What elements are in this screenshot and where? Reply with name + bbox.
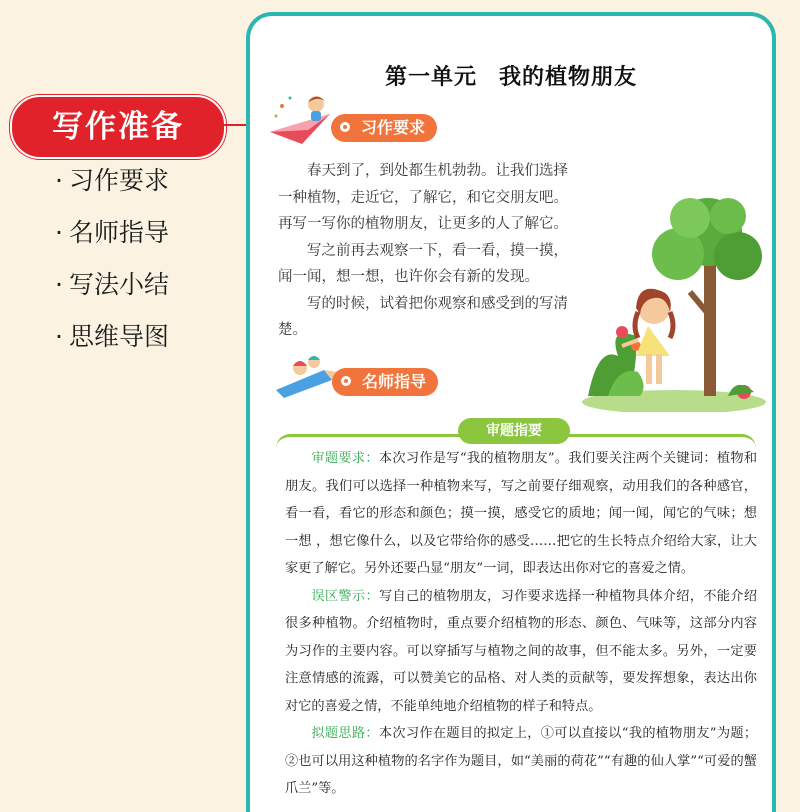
section-label-teacher-guidance: 名师指导: [332, 368, 438, 396]
toc-item-label: 习作要求: [68, 166, 169, 195]
guide-item: [285, 445, 757, 583]
guide-item: [285, 720, 757, 803]
toc-item: [55, 168, 169, 220]
guide-tab: 审题指要: [458, 418, 570, 444]
ring-icon: [337, 119, 353, 135]
toc-item-label: 写法小结: [68, 270, 169, 299]
section-badge: 写作准备: [10, 95, 226, 159]
guide-item-text: 本次习作是写“我的植物朋友”。我们要关注两个关键词：植物和朋友。我们可以选择一种植物来写，写之前要仔细观察，动用我们的各种感官，看一看，看它的形态和颜色；摸一摸，感受它的质地；闻一闻，闻它的气味；想一想 ，想它像什么，以及它带给你的感受……把它的生长特点介绍给大家，让大家更了解它。另外还要凸显“朋友”一词，即表达出你对它的喜爱之情。: [285, 451, 758, 576]
guide-text: [285, 445, 757, 803]
toc-item-label: 名师指导: [68, 218, 169, 247]
toc-item-label: 思维导图: [68, 322, 169, 351]
unit-title: 我的植物朋友: [499, 65, 638, 90]
guide-item-text: 写自己的植物朋友，习作要求选择一种植物具体介绍，不能介绍很多种植物。介绍植物时，重点要介绍植物的形态、颜色、气味等，这部分内容为习作的主要内容。可以穿插写与植物之间的故事，但不能太多。另外，一定要注意情感的流露，可以赞美它的品格、对人类的贡献等，要发挥想象，表达出你对它的喜爱之情，不能单纯地介绍植物的样子和特点。: [285, 588, 758, 714]
page-title: [250, 60, 772, 91]
toc-list: [55, 168, 169, 376]
bullet-icon: ·: [55, 166, 63, 195]
bullet-icon: ·: [55, 270, 63, 299]
toc-item: [55, 324, 169, 376]
bullet-icon: ·: [55, 322, 63, 351]
requirements-text: [278, 158, 578, 344]
paragraph: 写之前再去观察一下，看一看，摸一摸，闻一闻，想一想，也许你会有新的发现。: [278, 242, 568, 285]
guide-item-label: 误区警示：: [311, 588, 379, 604]
ring-icon: [338, 373, 354, 389]
paragraph: 春天到了，到处都生机勃勃。让我们选择一种植物，走近它，了解它，和它交朋友吧。再写一写你的植物朋友，让更多的人了解它。: [278, 163, 568, 232]
toc-item: [55, 220, 169, 272]
guide-item: [285, 583, 757, 721]
toc-item: [55, 272, 169, 324]
paragraph: 写的时候，试着把你观察和感受到的写清楚。: [278, 295, 568, 338]
unit-label: 第一单元: [384, 65, 477, 90]
paper-plane-icon: [268, 92, 340, 146]
guide-item-label: 拟题思路：: [311, 726, 379, 741]
pencil-kids-icon: [272, 350, 340, 398]
bullet-icon: ·: [55, 218, 63, 247]
guide-item-text: 本次习作在题目的拟定上，①可以直接以“我的植物朋友”为题；②也可以用这种植物的名字作为题目，如“美丽的荷花”“有趣的仙人掌”“可爱的蟹爪兰”等。: [285, 726, 758, 796]
section-label-writing-requirements: 习作要求: [331, 114, 437, 142]
guide-item-label: 审题要求：: [311, 451, 379, 466]
girl-with-tree-illustration: [578, 196, 768, 412]
